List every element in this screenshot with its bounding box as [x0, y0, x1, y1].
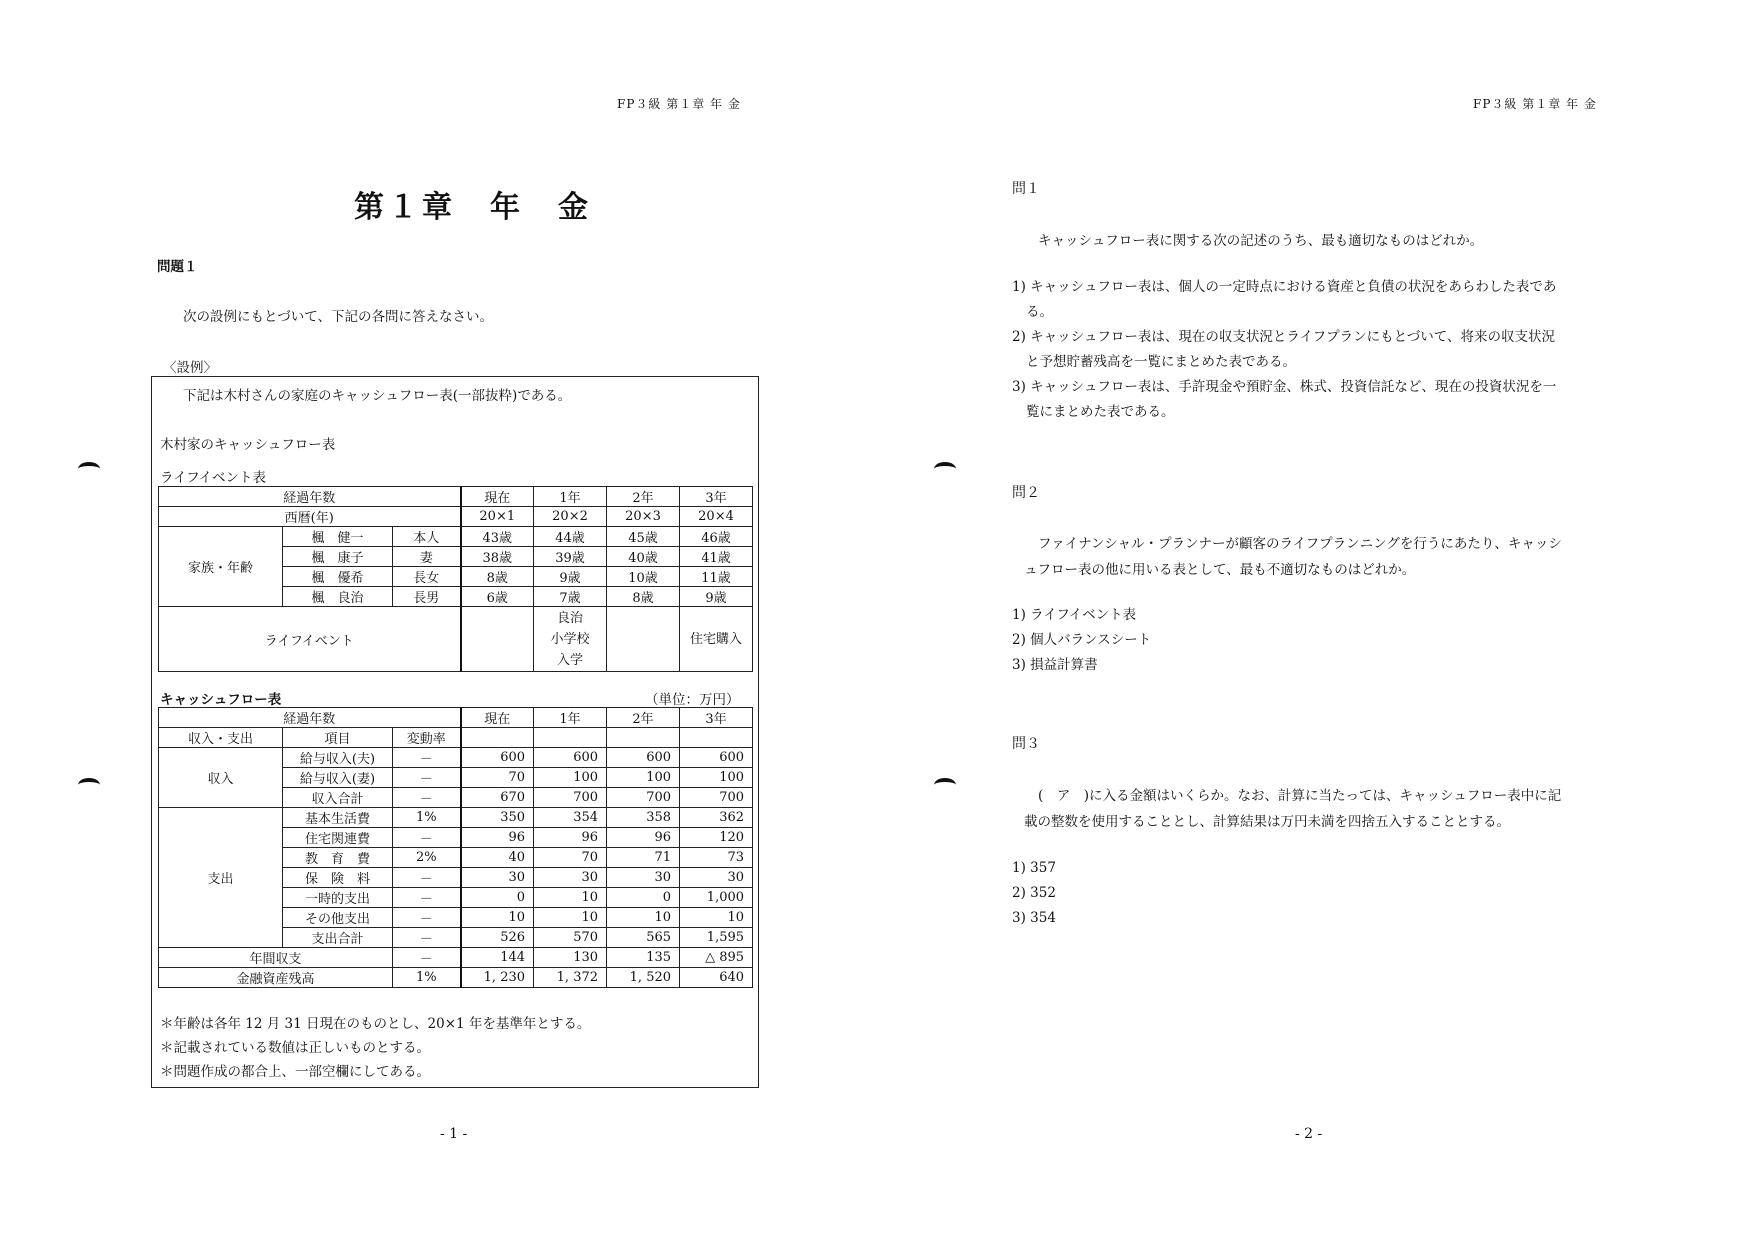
calendar-year: 20×2: [534, 507, 607, 527]
page-number: - 1 -: [440, 1126, 468, 1142]
binder-hole-mark: [934, 778, 956, 792]
q3-label: 問３: [1012, 736, 1040, 752]
year-col: 2年: [607, 708, 680, 728]
value-cell: 70: [461, 768, 534, 788]
value-cell: 358: [607, 808, 680, 828]
q3-options: [1012, 856, 1056, 931]
member-relation: 長女: [393, 567, 461, 587]
value-cell: 10: [534, 888, 607, 908]
value-cell: 10: [461, 908, 534, 928]
value-cell: 130: [534, 948, 607, 968]
item-label: 一時的支出: [283, 888, 393, 908]
member-age: 9歳: [534, 567, 607, 587]
rate-cell: 2%: [393, 848, 461, 868]
year-col: 3年: [680, 487, 753, 507]
value-cell: 1, 520: [607, 968, 680, 988]
value-cell: 1,595: [680, 928, 753, 948]
member-relation: 本人: [393, 527, 461, 547]
value-cell: 1,000: [680, 888, 753, 908]
expense-label: 支出: [159, 808, 283, 948]
value-cell: 96: [534, 828, 607, 848]
option-line: 3) キャッシュフロー表は、手許現金や預貯金、株式、投資信託など、現在の投資状況を一: [1012, 379, 1557, 395]
rate-cell: －: [393, 768, 461, 788]
member-age: 8歳: [607, 587, 680, 607]
year-col: 1年: [534, 708, 607, 728]
item-label: 保 険 料: [283, 868, 393, 888]
case-label: 〈設例〉: [163, 360, 217, 376]
life-event-title: ライフイベント表: [160, 470, 266, 486]
member-name: 楓 健一: [283, 527, 393, 547]
unit-label: （単位：万円）: [645, 692, 740, 708]
cashflow-table: [158, 707, 753, 988]
note: ＊年齢は各年 12 月 31 日現在のものとし、20×1 年を基準年とする。: [160, 1016, 591, 1032]
member-age: 6歳: [461, 587, 534, 607]
value-cell: 0: [461, 888, 534, 908]
table-row: [159, 748, 753, 768]
table-row: [159, 948, 753, 968]
table-row: [159, 808, 753, 828]
item-label: 住宅関連費: [283, 828, 393, 848]
value-cell: 640: [680, 968, 753, 988]
q3-stem: 載の整数を使用することとし、計算結果は万円未満を四捨五入することとする。: [1024, 814, 1510, 830]
item-label: 支出合計: [283, 928, 393, 948]
option-line: 1) ライフイベント表: [1012, 607, 1137, 623]
option-line: 2) キャッシュフロー表は、現在の収支状況とライフプランにもとづいて、将来の収支状況: [1012, 329, 1556, 345]
value-cell: 10: [534, 908, 607, 928]
value-cell: 135: [607, 948, 680, 968]
rate-cell: 1%: [393, 968, 461, 988]
page-number: - 2 -: [1295, 1126, 1323, 1142]
value-cell: 73: [680, 848, 753, 868]
rate-cell: －: [393, 928, 461, 948]
member-age: 7歳: [534, 587, 607, 607]
member-name: 楓 優希: [283, 567, 393, 587]
case-intro: 下記は木村さんの家庭のキャッシュフロー表(一部抜粋)である。: [183, 388, 572, 404]
empty-cell: [680, 728, 753, 748]
value-cell: 70: [534, 848, 607, 868]
col-inout-header: 収入・支出: [159, 728, 283, 748]
member-age: 41歳: [680, 547, 753, 567]
value-cell: △ 895: [680, 948, 753, 968]
q1-option-2: [1012, 325, 1555, 375]
option-line: 1) 357: [1012, 860, 1056, 876]
chapter-title: 第１章 年 金: [354, 190, 592, 225]
year-col: 1年: [534, 487, 607, 507]
value-cell: 30: [534, 868, 607, 888]
item-label: その他支出: [283, 908, 393, 928]
table-row: [159, 487, 753, 507]
value-cell: 0: [607, 888, 680, 908]
member-name: 楓 康子: [283, 547, 393, 567]
value-cell: 1, 372: [534, 968, 607, 988]
member-age: 8歳: [461, 567, 534, 587]
member-age: 10歳: [607, 567, 680, 587]
annual-balance-label: 年間収支: [159, 948, 393, 968]
value-cell: 670: [461, 788, 534, 808]
col-rate-header: 変動率: [393, 728, 461, 748]
member-age: 46歳: [680, 527, 753, 547]
q3-stem: ( ア )に入る金額はいくらか。なお、計算に当たっては、キャッシュフロー表中に記: [1038, 788, 1562, 804]
value-cell: 700: [680, 788, 753, 808]
option-line: 1) キャッシュフロー表は、個人の一定時点における資産と負債の状況をあらわした表であ: [1012, 279, 1557, 295]
q1-option-3: [1012, 375, 1556, 425]
value-cell: 700: [607, 788, 680, 808]
value-cell: 30: [607, 868, 680, 888]
calendar-year: 20×4: [680, 507, 753, 527]
rate-cell: －: [393, 868, 461, 888]
page-header-left: FP３級 第１章 年 金: [617, 97, 741, 111]
value-cell: 600: [461, 748, 534, 768]
table-row: [159, 607, 753, 672]
option-line: 2) 個人バランスシート: [1012, 632, 1152, 648]
col-item-header: 項目: [283, 728, 393, 748]
value-cell: 71: [607, 848, 680, 868]
rate-cell: －: [393, 788, 461, 808]
value-cell: 570: [534, 928, 607, 948]
option-line: 3) 損益計算書: [1012, 657, 1098, 673]
item-label: 給与収入(夫): [283, 748, 393, 768]
member-age: 39歳: [534, 547, 607, 567]
empty-cell: [607, 728, 680, 748]
q2-options: [1012, 603, 1151, 678]
value-cell: 30: [680, 868, 753, 888]
value-cell: 1, 230: [461, 968, 534, 988]
item-label: 基本生活費: [283, 808, 393, 828]
life-event-cell: [461, 607, 534, 672]
life-event-cell: 良治 小学校 入学: [534, 607, 607, 672]
family-cf-title: 木村家のキャッシュフロー表: [160, 437, 336, 453]
value-cell: 10: [607, 908, 680, 928]
empty-cell: [534, 728, 607, 748]
page-header-right: FP３級 第１章 年 金: [1473, 97, 1597, 111]
empty-cell: [461, 728, 534, 748]
table-row: [159, 507, 753, 527]
item-label: 収入合計: [283, 788, 393, 808]
q1-option-1: [1012, 275, 1556, 325]
q2-label: 問２: [1012, 485, 1040, 501]
rate-cell: －: [393, 828, 461, 848]
life-event-label: ライフイベント: [159, 607, 461, 672]
instruction-text: 次の設例にもとづいて、下記の各問に答えなさい。: [183, 309, 493, 325]
value-cell: 100: [534, 768, 607, 788]
value-cell: 40: [461, 848, 534, 868]
value-cell: 30: [461, 868, 534, 888]
rate-cell: －: [393, 908, 461, 928]
rate-cell: －: [393, 888, 461, 908]
years-label: 経過年数: [159, 487, 461, 507]
life-event-table: [158, 486, 753, 672]
value-cell: 96: [607, 828, 680, 848]
member-age: 45歳: [607, 527, 680, 547]
member-age: 9歳: [680, 587, 753, 607]
q2-stem: ュフロー表の他に用いる表として、最も不適切なものはどれか。: [1024, 562, 1416, 578]
member-relation: 妻: [393, 547, 461, 567]
calendar-year: 20×3: [607, 507, 680, 527]
option-line: 2) 352: [1012, 885, 1056, 901]
binder-hole-mark: [934, 462, 956, 476]
rate-cell: －: [393, 748, 461, 768]
option-line: と予想貯蓄残高を一覧にまとめた表である。: [1026, 354, 1296, 370]
table-row: [159, 527, 753, 547]
year-col: 3年: [680, 708, 753, 728]
member-age: 38歳: [461, 547, 534, 567]
year-col: 2年: [607, 487, 680, 507]
member-relation: 長男: [393, 587, 461, 607]
year-col: 現在: [461, 487, 534, 507]
item-label: 教 育 費: [283, 848, 393, 868]
value-cell: 600: [534, 748, 607, 768]
option-line: 覧にまとめた表である。: [1026, 404, 1175, 420]
table-row: [159, 728, 753, 748]
value-cell: 144: [461, 948, 534, 968]
option-line: る。: [1026, 304, 1053, 320]
value-cell: 354: [534, 808, 607, 828]
table-row: [159, 968, 753, 988]
option-line: 3) 354: [1012, 910, 1056, 926]
asset-balance-label: 金融資産残高: [159, 968, 393, 988]
member-age: 44歳: [534, 527, 607, 547]
year-col: 現在: [461, 708, 534, 728]
value-cell: 565: [607, 928, 680, 948]
note: ＊問題作成の都合上、一部空欄にしてある。: [160, 1064, 430, 1080]
note: ＊記載されている数値は正しいものとする。: [160, 1040, 430, 1056]
income-label: 収入: [159, 748, 283, 808]
calendar-year: 20×1: [461, 507, 534, 527]
member-age: 43歳: [461, 527, 534, 547]
rate-cell: －: [393, 948, 461, 968]
value-cell: 100: [680, 768, 753, 788]
member-age: 11歳: [680, 567, 753, 587]
value-cell: 700: [534, 788, 607, 808]
calendar-label: 西暦(年): [159, 507, 461, 527]
value-cell: 96: [461, 828, 534, 848]
years-label: 経過年数: [159, 708, 461, 728]
life-event-cell: [607, 607, 680, 672]
value-cell: 100: [607, 768, 680, 788]
value-cell: 10: [680, 908, 753, 928]
cf-table-title: キャッシュフロー表: [160, 692, 282, 708]
member-name: 楓 良治: [283, 587, 393, 607]
value-cell: 350: [461, 808, 534, 828]
family-label: 家族・年齢: [159, 527, 283, 607]
q1-stem: キャッシュフロー表に関する次の記述のうち、最も適切なものはどれか。: [1038, 233, 1484, 249]
binder-hole-mark: [78, 462, 100, 476]
value-cell: 362: [680, 808, 753, 828]
value-cell: 600: [680, 748, 753, 768]
value-cell: 526: [461, 928, 534, 948]
value-cell: 120: [680, 828, 753, 848]
member-age: 40歳: [607, 547, 680, 567]
rate-cell: 1%: [393, 808, 461, 828]
q2-stem: ファイナンシャル・プランナーが顧客のライフプランニングを行うにあたり、キャッシ: [1038, 536, 1562, 552]
table-row: [159, 708, 753, 728]
item-label: 給与収入(妻): [283, 768, 393, 788]
problem-label: 問題１: [157, 259, 198, 275]
q1-label: 問１: [1012, 181, 1040, 197]
life-event-cell: 住宅購入: [680, 607, 753, 672]
value-cell: 600: [607, 748, 680, 768]
binder-hole-mark: [78, 778, 100, 792]
